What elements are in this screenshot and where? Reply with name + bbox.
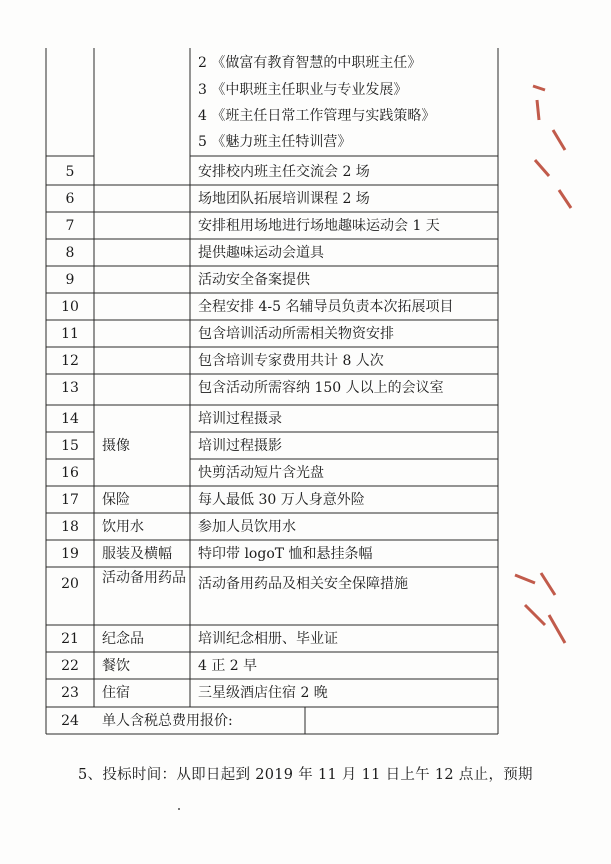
row-content: 安排租用场地进行场地趣味运动会 1 天: [198, 218, 440, 234]
row-number: 22: [61, 658, 79, 674]
row-number: 11: [61, 326, 79, 342]
row-number: 7: [65, 218, 75, 234]
row-number: 14: [61, 411, 79, 427]
row-category: 单人含税总费用报价:: [102, 713, 233, 729]
row-category: 摄像: [102, 438, 130, 454]
row-number: 5: [65, 164, 75, 180]
row-content: 快剪活动短片含光盘: [198, 465, 324, 481]
row-content: 培训过程摄录: [198, 411, 282, 427]
row-number: 21: [61, 631, 79, 647]
row-number: 13: [61, 380, 79, 396]
scan-dot: [178, 808, 180, 810]
row-number: 12: [61, 353, 79, 369]
footer-paragraph: 5、投标时间：从即日起到 2019 年 11 月 11 日上午 12 点止，预期: [78, 767, 533, 783]
row-category: 纪念品: [102, 631, 144, 647]
row-category: 饮用水: [102, 519, 144, 535]
row-content: 包含活动所需容纳 150 人以上的会议室: [198, 380, 444, 396]
row-content: 包含培训专家费用共计 8 人次: [198, 353, 384, 369]
row-content: 提供趣味运动会道具: [198, 245, 324, 261]
row-content: 培训过程摄影: [198, 438, 282, 454]
row-category: 服装及横幅: [102, 546, 172, 562]
row-content: 特印带 logoT 恤和悬挂条幅: [198, 546, 373, 562]
row-number: 9: [65, 272, 75, 288]
red-stamp-top: [515, 80, 575, 220]
top-item-2: 3 《中职班主任职业与专业发展》: [198, 82, 408, 98]
row-number: 15: [61, 438, 79, 454]
row-number: 17: [61, 492, 79, 508]
row-number: 8: [65, 245, 75, 261]
row-number: 24: [61, 713, 79, 729]
row-content: 每人最低 30 万人身意外险: [198, 492, 365, 508]
row-content: 参加人员饮用水: [198, 519, 296, 535]
top-item-3: 4 《班主任日常工作管理与实践策略》: [198, 108, 436, 124]
row-number: 23: [61, 685, 79, 701]
row-content: 4 正 2 早: [198, 658, 258, 674]
row-category: 活动备用药品: [102, 570, 186, 586]
row-content: 活动安全备案提供: [198, 272, 310, 288]
row-category: 餐饮: [102, 658, 130, 674]
row-content: 安排校内班主任交流会 2 场: [198, 164, 370, 180]
row-content: 包含培训活动所需相关物资安排: [198, 326, 394, 342]
row-content: 培训纪念相册、毕业证: [198, 631, 338, 647]
row-number: 18: [61, 519, 79, 535]
row-number: 10: [61, 299, 79, 315]
row-content: 活动备用药品及相关安全保障措施: [198, 576, 408, 592]
row-content: 三星级酒店住宿 2 晚: [198, 685, 328, 701]
row-number: 19: [61, 546, 79, 562]
row-number: 16: [61, 465, 79, 481]
row-category: 住宿: [102, 685, 130, 701]
row-number: 6: [65, 191, 75, 207]
row-category: 保险: [102, 492, 130, 508]
row-number: 20: [61, 576, 79, 592]
top-item-4: 5 《魅力班主任特训营》: [198, 134, 352, 150]
top-item-1: 2 《做富有教育智慧的中职班主任》: [198, 55, 422, 71]
red-stamp-bottom: [505, 565, 575, 655]
row-content: 全程安排 4-5 名辅导员负责本次拓展项目: [198, 299, 454, 315]
row-content: 场地团队拓展培训课程 2 场: [198, 191, 370, 207]
